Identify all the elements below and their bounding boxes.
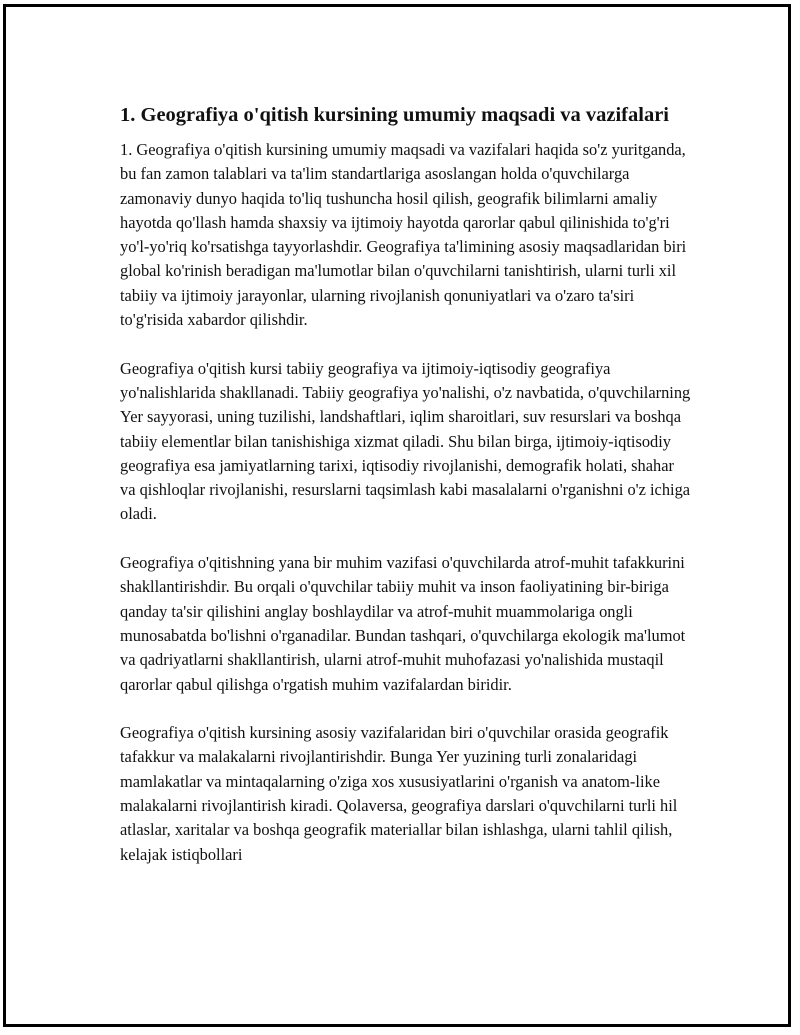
- paragraph-3: Geografiya o'qitishning yana bir muhim vazifasi o'quvchilarda atrof-muhit tafakkurini shakllantirishdir. Bu orqali o'quvchilar tabiiy muhit va inson faoliyatining bir-biriga qanday ta'sir qilishini anglay boshlaydilar va atrof-muhit muammolariga ongli munosabatda bo'lishni o'rganadilar. Bundan tashqari, o'quvchilarga ekologik ma'lumot va qadriyatlarni shakllantirish, ularni atrof-muhit muhofazasi yo'nalishida mustaqil qarorlar qabul qilishga o'rgatish muhim vazifalardan biridir.: [120, 553, 686, 694]
- page-frame: [3, 4, 791, 1027]
- document-title: 1. Geografiya o'qitish kursining umumiy maqsadi va vazifalari: [120, 104, 669, 126]
- paragraph-2: Geografiya o'qitish kursi tabiiy geografiya va ijtimoiy-iqtisodiy geografiya yo'nalishlarida shakllanadi. Tabiiy geografiya yo'nalishi, o'z navbatida, o'quvchilarning Yer sayyorasi, uning tuzilishi, landshaftlari, iqlim sharoitlari, suv resurslari va boshqa tabiiy elementlar bilan tanishishiga xizmat qiladi. Shu bilan birga, ijtimoiy-iqtisodiy geografiya esa jamiyatlarning tarixi, iqtisodiy rivojlanishi, demografik holati, shahar va qishloqlar rivojlanishi, resurslarni taqsimlash kabi masalalarni o'rganishni o'z ichiga oladi.: [120, 358, 691, 524]
- paragraph-4: Geografiya o'qitish kursining asosiy vazifalaridan biri o'quvchilar orasida geografik tafakkur va malakalarni rivojlantirishdir. Bunga Yer yuzining turli zonalaridagi mamlakatlar va mintaqalarning o'ziga xos xususiyatlarini o'rganish va anatom-like malakalarni rivojlantirish kiradi. Qolaversa, geografiya darslari o'quvchilarni turli hil atlaslar, xaritalar va boshqa geografik materiallar bilan ishlashga, ularni tahlil qilish, kelajak istiqbollari: [120, 723, 678, 864]
- paragraph-1: 1. Geografiya o'qitish kursining umumiy maqsadi va vazifalari haqida so'z yuritganda, bu fan zamon talablari va ta'lim standartlariga asoslangan holda o'quvchilarga zamonaviy dunyo haqida to'liq tushuncha hosil qilish, geografik bilimlarni amaliy hayotda qo'llash hamda shaxsiy va ijtimoiy hayotda qarorlar qabul qilinishida to'g'ri yo'l-yo'riq ko'rsatishga tayyorlashdir. Geografiya ta'limining asosiy maqsadlaridan biri global ko'rinish beradigan ma'lumotlar bilan o'quvchilarni tanishtirish, ularni turli xil tabiiy va ijtimoiy jarayonlar, ularning rivojlanish qonuniyatlari va o'zaro ta'siri to'g'risida xabardor qilishdir.: [120, 140, 687, 330]
- document-body: [120, 102, 692, 891]
